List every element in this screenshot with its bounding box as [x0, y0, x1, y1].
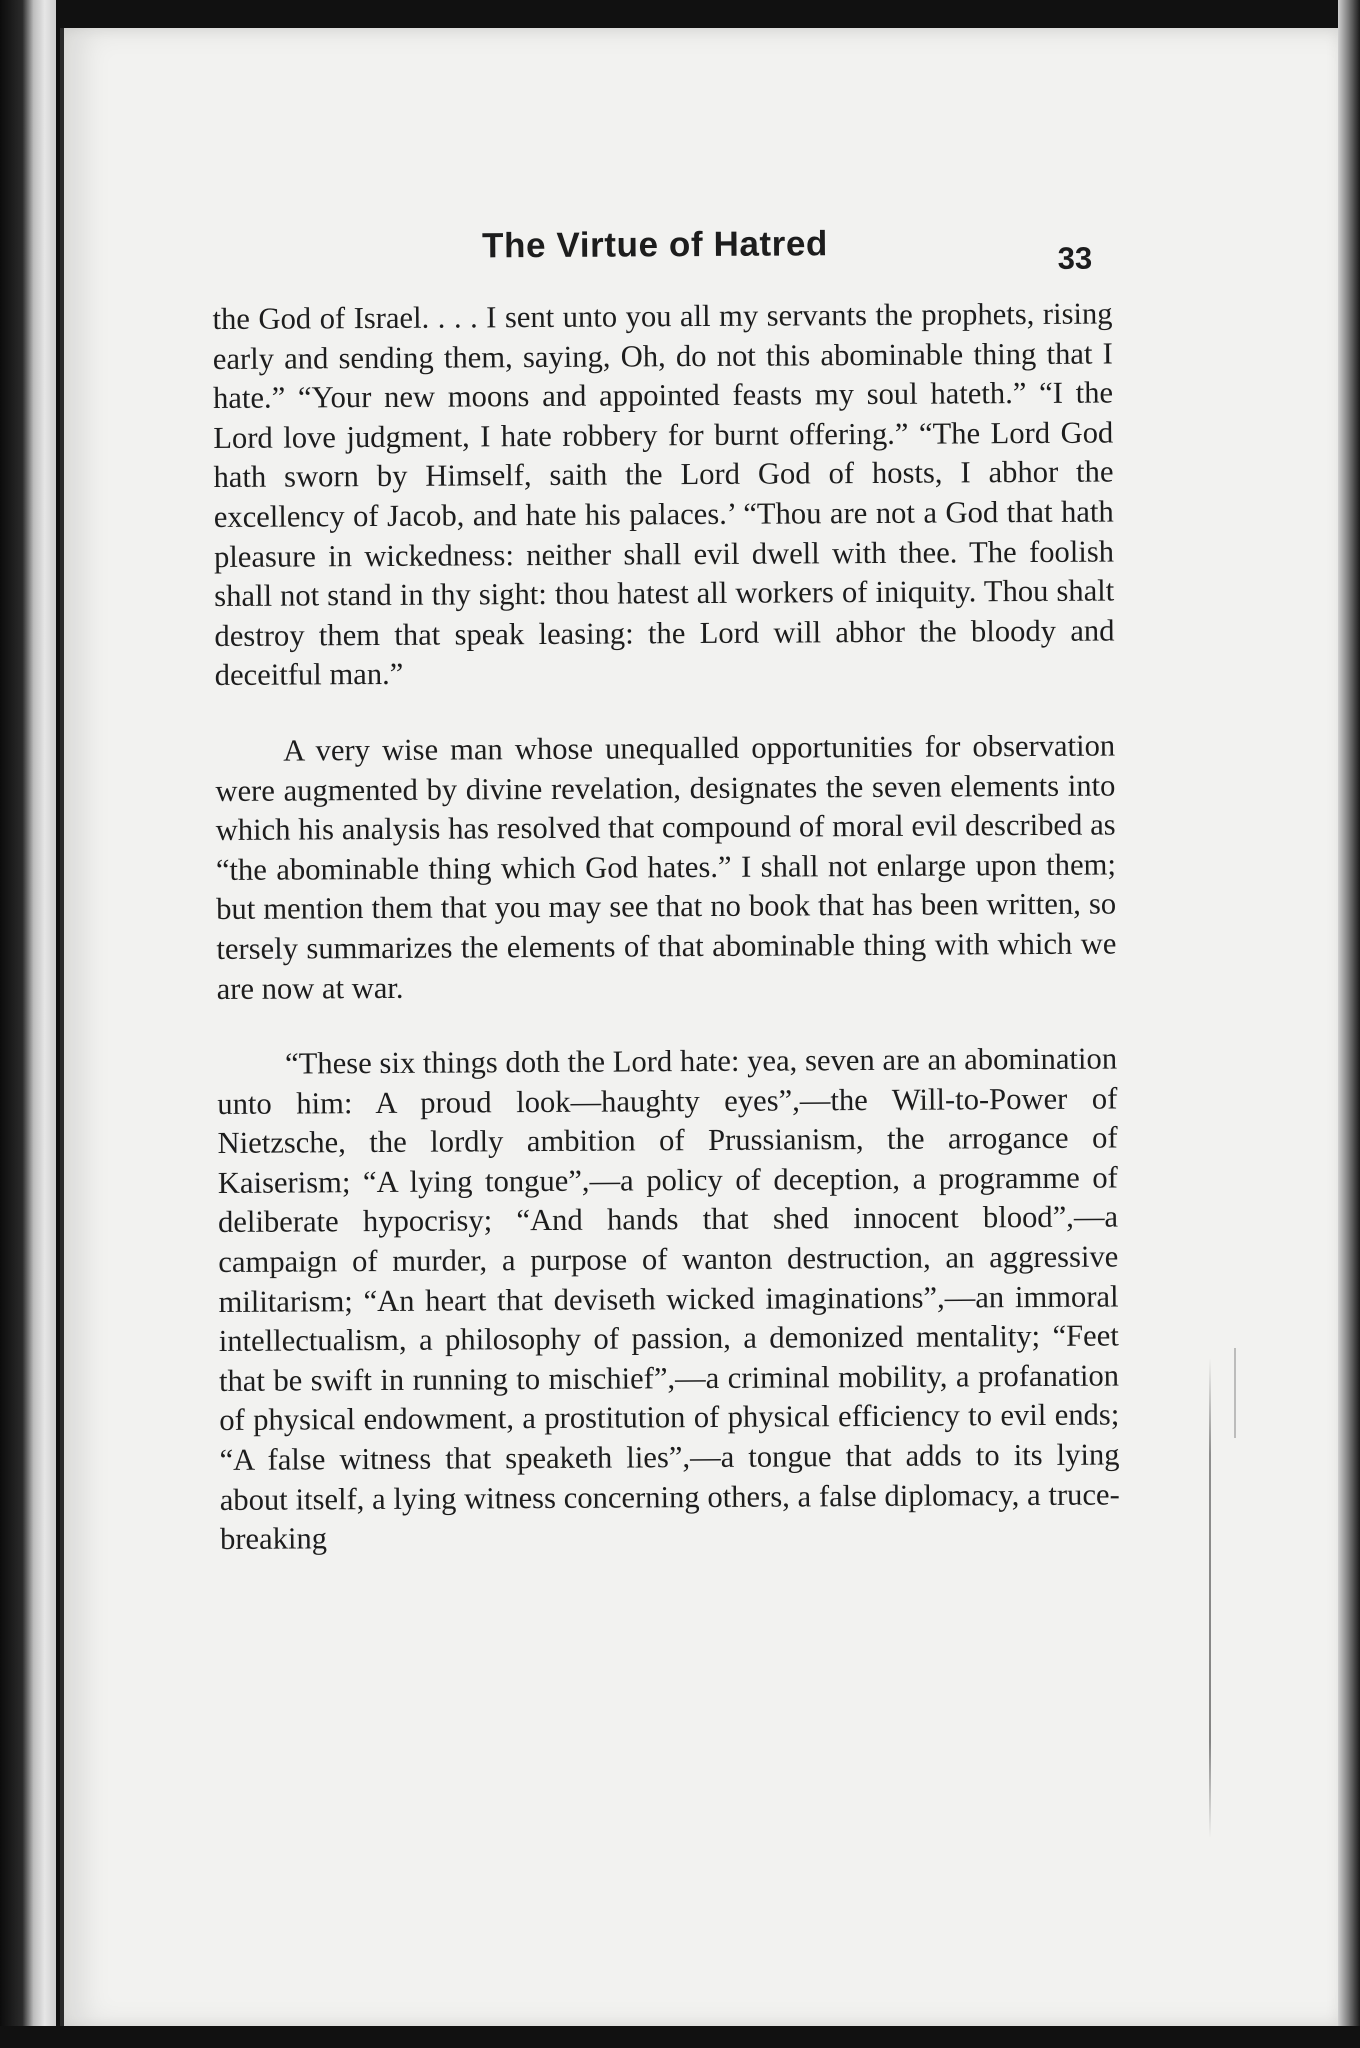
- running-title: The Virtue of Hatred: [481, 224, 829, 266]
- page-number: 33: [1057, 240, 1093, 276]
- paragraph-wise-man: A very wise man whose unequalled opportunities for observation were augmented by divine revelation, designates the seven elements into which his analysis has resolved that compound of moral evil described as “the abominable thing which God hates.” I shall not enlarge upon them; but mention them that you may see that no book that has been written, so tersely summarizes the elements of that abominable thing with which we are now at war.: [215, 728, 1117, 1006]
- paragraph-gap: [217, 1004, 1117, 1045]
- scan-bottom-edge: [0, 2026, 1360, 2048]
- page-header: [212, 223, 1112, 300]
- pencil-mark: [1234, 1348, 1236, 1438]
- paragraph-gap: [215, 690, 1115, 731]
- margin-pencil-line: [1209, 1358, 1211, 1838]
- paragraph-six-things: “These six things doth the Lord hate: yea, seven are an abomination unto him: A proud look—haughty eyes”,—the Will-to-Power of Nietzsche, the lordly ambition of Prussianism, the arrogance of Kaiserism; “A lying tongue”,—a policy of deception, a programme of deliberate hypocrisy; “And hands that shed innocent blood”,—a campaign of murder, a purpose of wanton destruction, an aggressive militarism; “An heart that deviseth wicked imaginations”,—an immoral intellectualism, a philosophy of passion, a demonized mentality; “Feet that be swift in running to mischief”,—a criminal mobility, a profanation of physical endowment, a prostitution of physical efficiency to evil ends; “A false witness that speaketh lies”,—a tongue that adds to its lying about itself, a lying witness concerning others, a false diplomacy, a truce-breaking: [217, 1041, 1120, 1557]
- book-spine-edge: [0, 0, 56, 2048]
- scan-right-edge: [1338, 0, 1360, 2048]
- paragraph-scripture-quotations: the God of Israel. . . . I sent unto you all my servants the prophets, rising early and sending them, saying, Oh, do not this abominable thing that I hate.” “Your new moons and appointed feasts my soul hateth.” “I the Lord love judgment, I hate robbery for burnt offering.” “The Lord God hath sworn by Himself, saith the Lord God of hosts, I abhor the excellency of Jacob, and hate his palaces.’ “Thou are not a God that hath pleasure in wickedness: neither shall evil dwell with thee. The foolish shall not stand in thy sight: thou hatest all workers of iniquity. Thou shalt destroy them that speak leasing: the Lord will abhor the bloody and deceitful man.”: [212, 296, 1115, 693]
- page-text-block: [212, 223, 1120, 1560]
